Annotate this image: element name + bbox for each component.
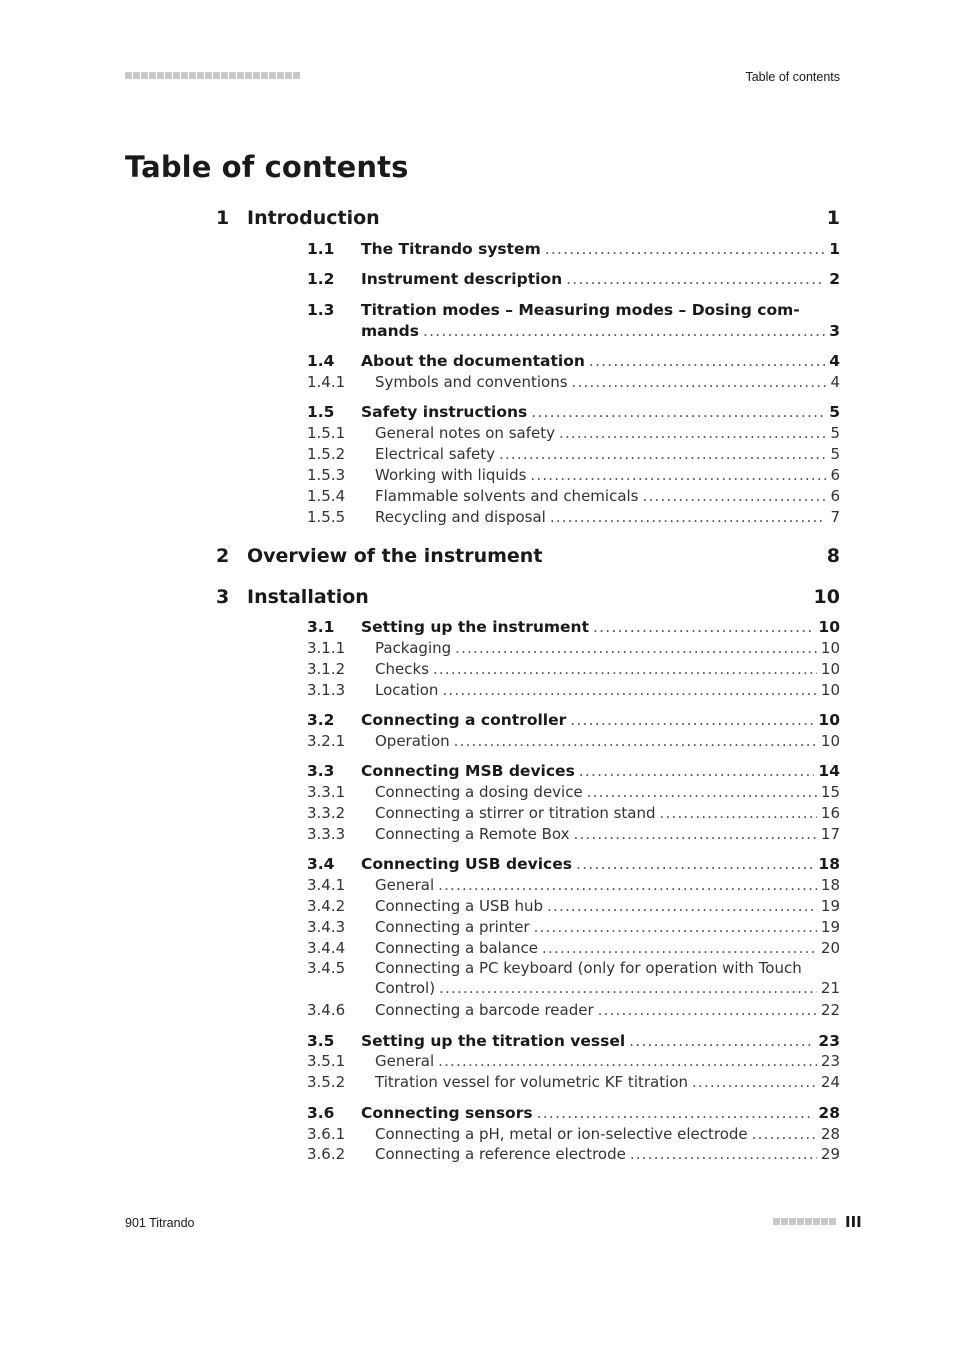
toc-subsection-3-3-1[interactable]: 3.3.1 Connecting a dosing device ..... 15 bbox=[307, 783, 840, 801]
toc-subsection-3-4-4[interactable]: 3.4.4 Connecting a balance ..... 20 bbox=[307, 939, 840, 957]
toc-subsection-1-5-2[interactable]: 1.5.2 Electrical safety ..... 5 bbox=[307, 445, 840, 463]
header-title: Table of contents bbox=[745, 70, 840, 84]
toc-subsection-1-4-1[interactable]: 1.4.1 Symbols and conventions ..... 4 bbox=[307, 373, 840, 391]
toc-subsection-1-5-1[interactable]: 1.5.1 General notes on safety ..... 5 bbox=[307, 424, 840, 442]
toc-subsection-3-3-3[interactable]: 3.3.3 Connecting a Remote Box ..... 17 bbox=[307, 825, 840, 843]
toc-subsection-3-4-1[interactable]: 3.4.1 General ..... 18 bbox=[307, 876, 840, 894]
toc-section-3-5[interactable]: 3.5 Setting up the titration vessel ..... 23 bbox=[307, 1032, 840, 1050]
toc-section-1-3[interactable]: 1.3 Titration modes – Measuring modes – Dosing com- mands ..... 3 bbox=[307, 301, 840, 340]
toc-subsection-1-5-5[interactable]: 1.5.5 Recycling and disposal ..... 7 bbox=[307, 508, 840, 526]
toc-section-3-6[interactable]: 3.6 Connecting sensors ..... 28 bbox=[307, 1104, 840, 1122]
toc-section-1-4[interactable]: 1.4 About the documentation ..... 4 bbox=[307, 352, 840, 370]
toc-subsection-3-5-1[interactable]: 3.5.1 General ..... 23 bbox=[307, 1052, 840, 1070]
toc-section-1-5[interactable]: 1.5 Safety instructions ..... 5 bbox=[307, 403, 840, 421]
toc-subsection-3-1-1[interactable]: 3.1.1 Packaging ..... 10 bbox=[307, 639, 840, 657]
toc-section-3-4[interactable]: 3.4 Connecting USB devices ..... 18 bbox=[307, 855, 840, 873]
toc-subsection-1-5-3[interactable]: 1.5.3 Working with liquids ..... 6 bbox=[307, 466, 840, 484]
toc-subsection-1-5-4[interactable]: 1.5.4 Flammable solvents and chemicals ..... 6 bbox=[307, 487, 840, 505]
toc-chapter-2[interactable]: 2 Overview of the instrument 8 bbox=[216, 545, 840, 567]
toc-subsection-3-5-2[interactable]: 3.5.2 Titration vessel for volumetric KF titration ..... 24 bbox=[307, 1073, 840, 1091]
toc-section-3-1[interactable]: 3.1 Setting up the instrument ..... 10 bbox=[307, 618, 840, 636]
toc-subsection-3-4-6[interactable]: 3.4.6 Connecting a barcode reader ..... 22 bbox=[307, 1001, 840, 1019]
page-number: III bbox=[845, 1213, 862, 1231]
toc-section-3-3[interactable]: 3.3 Connecting MSB devices ..... 14 bbox=[307, 762, 840, 780]
footer-decoration bbox=[773, 1218, 836, 1225]
toc-chapter-1[interactable]: 1 Introduction 1 bbox=[216, 207, 840, 229]
toc-section-3-2[interactable]: 3.2 Connecting a controller ..... 10 bbox=[307, 711, 840, 729]
toc-subsection-3-4-2[interactable]: 3.4.2 Connecting a USB hub ..... 19 bbox=[307, 897, 840, 915]
toc-subsection-3-2-1[interactable]: 3.2.1 Operation ..... 10 bbox=[307, 732, 840, 750]
toc-section-1-2[interactable]: 1.2 Instrument description ..... 2 bbox=[307, 270, 840, 288]
toc-subsection-3-6-1[interactable]: 3.6.1 Connecting a pH, metal or ion-selective electrode ..... 28 bbox=[307, 1125, 840, 1143]
page-title: Table of contents bbox=[125, 150, 409, 184]
toc-section-1-1[interactable]: 1.1 The Titrando system ..... 1 bbox=[307, 240, 840, 258]
toc-chapter-3[interactable]: 3 Installation 10 bbox=[216, 586, 840, 608]
toc-subsection-3-1-2[interactable]: 3.1.2 Checks ..... 10 bbox=[307, 660, 840, 678]
toc-subsection-3-4-5[interactable]: 3.4.5 Connecting a PC keyboard (only for operation with Touch Control) ..... 21 bbox=[307, 959, 840, 997]
toc-subsection-3-3-2[interactable]: 3.3.2 Connecting a stirrer or titration stand ..... 16 bbox=[307, 804, 840, 822]
toc-subsection-3-1-3[interactable]: 3.1.3 Location ..... 10 bbox=[307, 681, 840, 699]
toc-subsection-3-4-3[interactable]: 3.4.3 Connecting a printer ..... 19 bbox=[307, 918, 840, 936]
toc-subsection-3-6-2[interactable]: 3.6.2 Connecting a reference electrode ..... 29 bbox=[307, 1145, 840, 1163]
footer-product: 901 Titrando bbox=[125, 1216, 195, 1230]
